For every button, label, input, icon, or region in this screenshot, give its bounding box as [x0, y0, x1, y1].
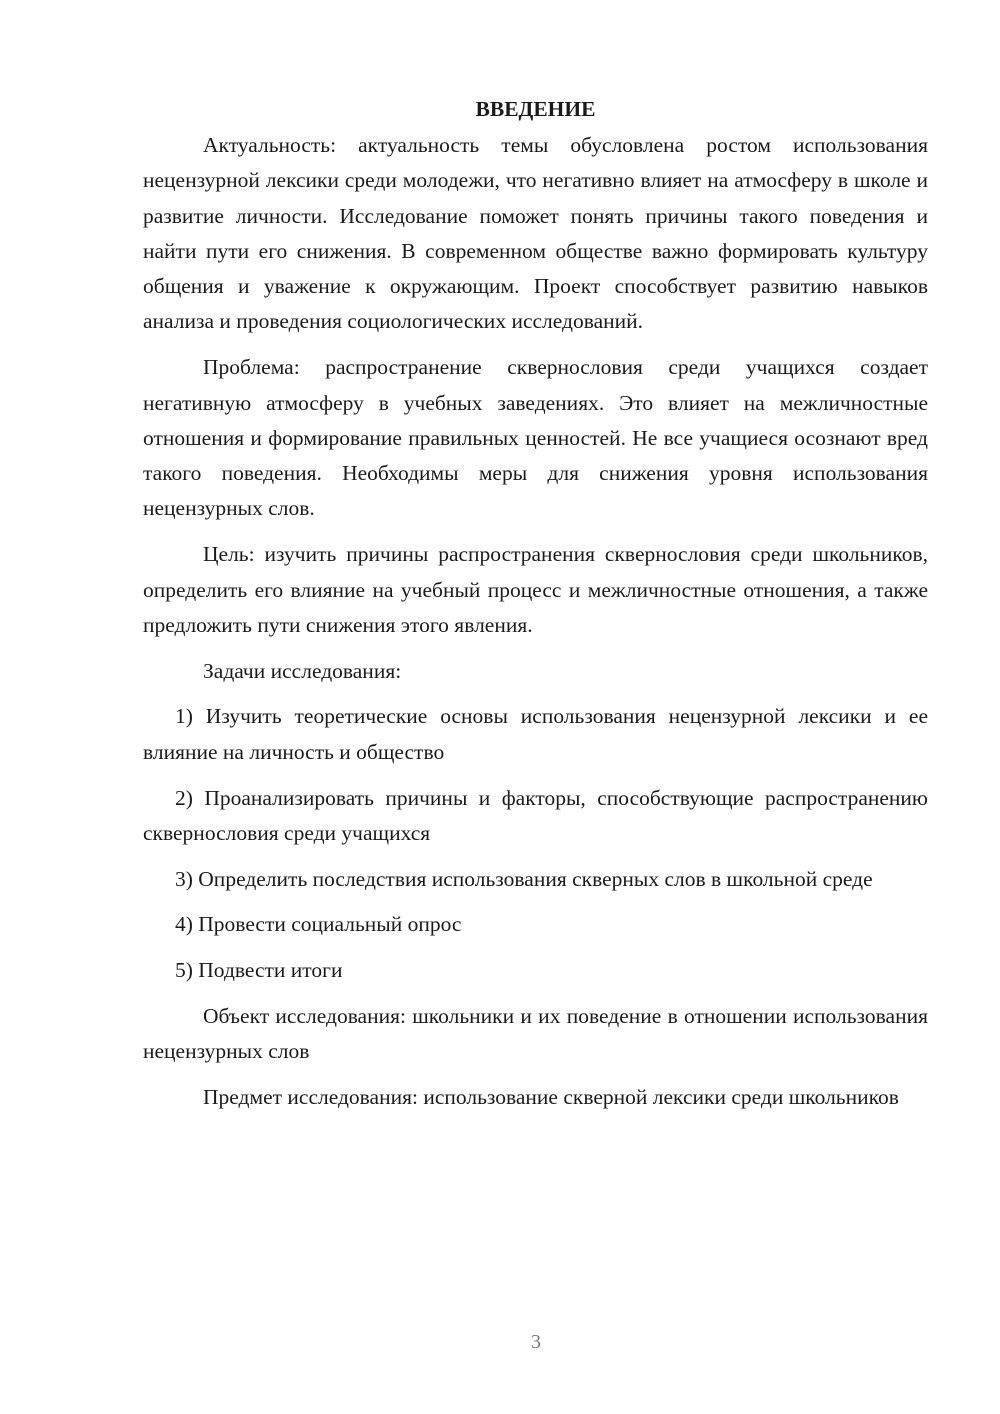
task-item: 3) Определить последствия использования скверных слов в школьной среде [175, 866, 873, 891]
task-item: 2) Проанализировать причины и факторы, способствующие распространению сквернословия среди учащихся [143, 785, 928, 845]
task-item: 4) Провести социальный опрос [175, 912, 462, 937]
tasks-heading: Задачи исследования: [203, 658, 402, 683]
paragraph-relevance: Актуальность: актуальность темы обусловлена ростом использования нецензурной лексики среди молодежи, что негативно влияет на атмосферу в школе и развитие личности. Исследование поможет понять причины такого поведения и найти пути его снижения. В современном обществе важно формировать культуру общения и уважение к окружающим. Проект способствует развитию навыков анализа и проведения социологических исследований. [143, 133, 928, 334]
page-title: ВВЕДЕНИЕ [475, 97, 596, 121]
paragraph-object: Объект исследования: школьники и их поведение в отношении использования нецензурных слов [143, 1004, 928, 1064]
page-number: 3 [531, 1331, 541, 1353]
task-item: 1) Изучить теоретические основы использования нецензурной лексики и ее влияние на личность и общество [143, 704, 928, 764]
paragraph-goal: Цель: изучить причины распространения сквернословия среди школьников, определить его влияние на учебный процесс и межличностные отношения, а также предложить пути снижения этого явления. [143, 542, 928, 637]
page-body [143, 92, 928, 1126]
paragraph-problem: Проблема: распространение сквернословия среди учащихся создает негативную атмосферу в учебных заведениях. Это влияет на межличностные отношения и формирование правильных ценностей. Не все учащиеся осознают вред такого поведения. Необходимы меры для снижения уровня использования нецензурных слов. [143, 355, 928, 521]
paragraph-subject: Предмет исследования: использование скверной лексики среди школьников [203, 1085, 899, 1110]
task-item: 5) Подвести итоги [175, 958, 343, 983]
